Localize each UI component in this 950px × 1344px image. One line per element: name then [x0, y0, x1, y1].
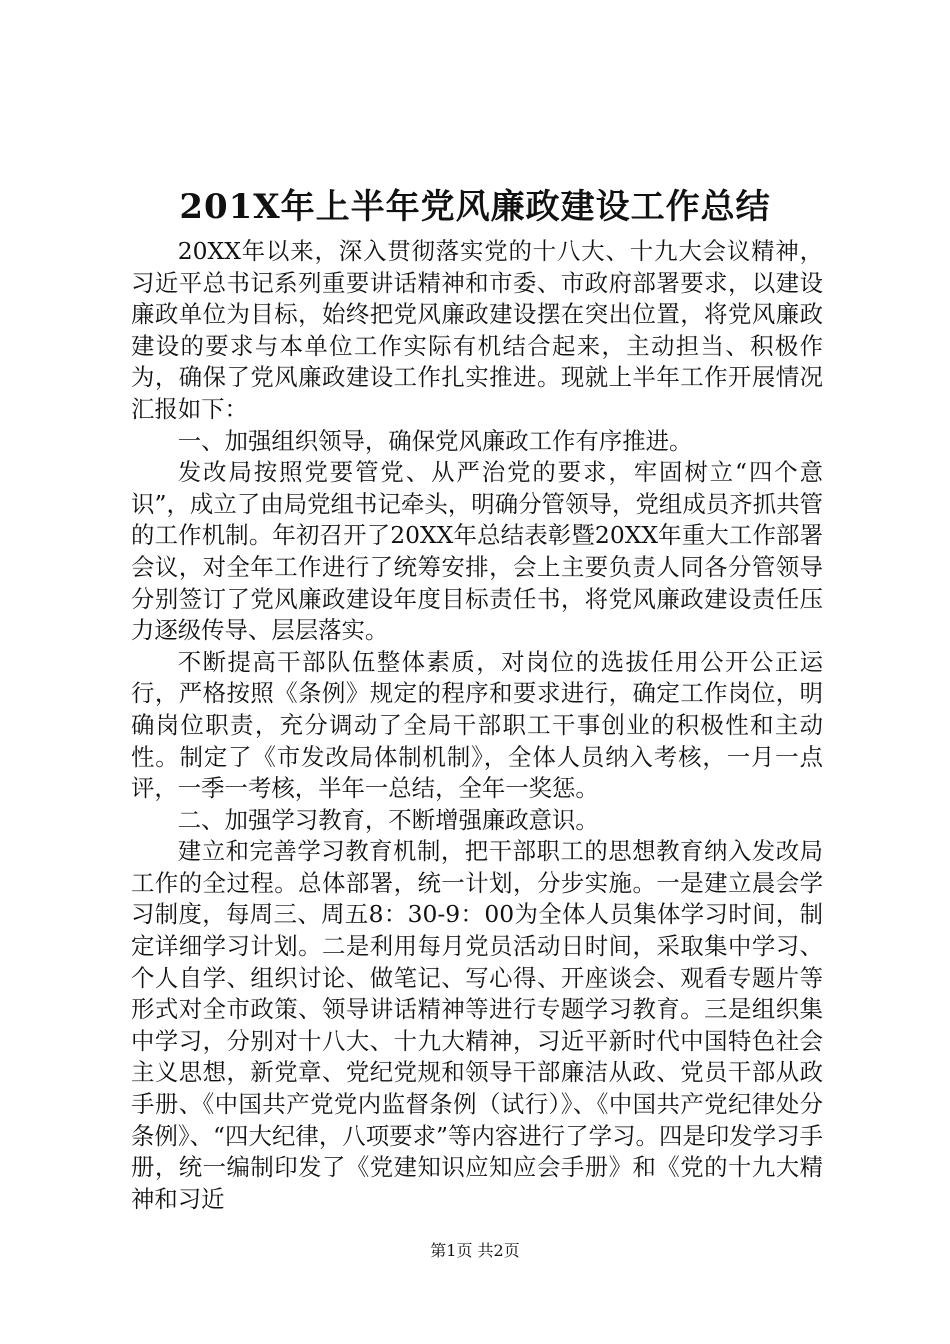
document-body [131, 236, 823, 1215]
paragraph-organization: 发改局按照党要管党、从严治党的要求，牢固树立“四个意识”，成立了由局党组书记牵头，明确分管领导，党组成员齐抓共管的工作机制。年初召开了20XX年总结表彰暨20XX年重大工作部署会议，对全年工作进行了统筹安排，会上主要负责人同各分管领导分别签订了党风廉政建设年度目标责任书，将党风廉政建设责任压力逐级传导、层层落实。 [131, 458, 823, 645]
paragraph-study-education: 建立和完善学习教育机制，把干部职工的思想教育纳入发改局工作的全过程。总体部署，统一计划，分步实施。一是建立晨会学习制度，每周三、周五8：30-9：00为全体人员集体学习时间，制定详细学习计划。二是利用每月党员活动日时间，采取集中学习、个人自学、组织讨论、做笔记、写心得、开座谈会、观看专题片等形式对全市政策、领导讲话精神等进行专题学习教育。三是组织集中学习，分别对十八大、十九大精神，习近平新时代中国特色社会主义思想，新党章、党纪党规和领导干部廉洁从政、党员干部从政手册、《中国共产党党内监督条例（试行）》、《中国共产党纪律处分条例》、“四大纪律，八项要求”等内容进行了学习。四是印发学习手册，统一编制印发了《党建知识应知应会手册》和《党的十九大精神和习近 [131, 837, 823, 1213]
page-footer: 第1页 共2页 [430, 1241, 520, 1260]
document-title: 201X年上半年党风廉政建设工作总结 [179, 187, 771, 227]
paragraph-cadre-quality: 不断提高干部队伍整体素质，对岗位的选拔任用公开公正运行，严格按照《条例》规定的程序和要求进行，确定工作岗位，明确岗位职责，充分调动了全局干部职工干事创业的积极性和主动性。制定了《市发改局体制机制》，全体人员纳入考核，一月一点评，一季一考核，半年一总结，全年一奖惩。 [131, 647, 823, 803]
section-heading-1: 一、加强组织领导，确保党风廉政工作有序推进。 [177, 426, 693, 455]
paragraph-intro: 20XX年以来，深入贯彻落实党的十八大、十九大会议精神，习近平总书记系列重要讲话精神和市委、市政府部署要求，以建设廉政单位为目标，始终把党风廉政建设摆在突出位置，将党风廉政建设的要求与本单位工作实际有机结合起来，主动担当、积极作为，确保了党风廉政建设工作扎实推进。现就上半年工作开展情况汇报如下： [131, 237, 823, 423]
section-heading-2: 二、加强学习教育，不断增强廉政意识。 [177, 805, 599, 834]
